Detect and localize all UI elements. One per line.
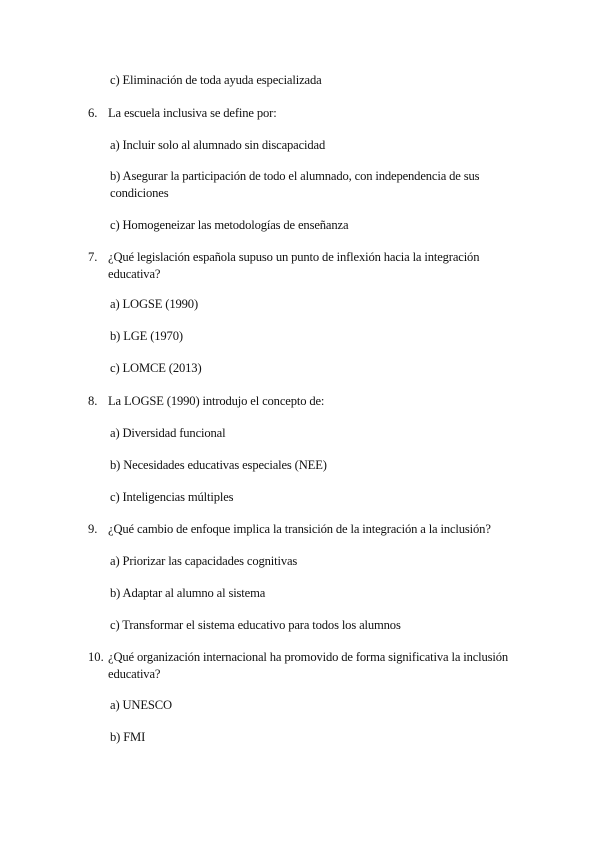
question-9-number: 9.: [88, 522, 98, 536]
question-9-option-a: a) Priorizar las capacidades cognitivas: [110, 554, 298, 568]
question-6-option-b: b) Asegurar la participación de todo el alumnado, con independencia de sus condiciones: [110, 169, 480, 200]
question-8-option-c: c) Inteligencias múltiples: [110, 490, 234, 504]
question-7-text: ¿Qué legislación española supuso un punto de inflexión hacia la integración educativa?: [108, 250, 480, 281]
question-8-text: La LOGSE (1990) introdujo el concepto de:: [108, 394, 325, 408]
question-7-option-c: c) LOMCE (2013): [110, 361, 202, 375]
question-7-option-b: b) LGE (1970): [110, 329, 183, 343]
question-8-option-b: b) Necesidades educativas especiales (NEE): [110, 458, 327, 472]
question-7-number: 7.: [88, 250, 98, 264]
question-9-option-c: c) Transformar el sistema educativo para todos los alumnos: [110, 618, 401, 632]
question-6-option-c: c) Homogeneizar las metodologías de enseñanza: [110, 218, 349, 232]
option-prev-c: c) Eliminación de toda ayuda especializada: [110, 73, 322, 87]
question-6-number: 6.: [88, 106, 98, 120]
question-9-option-b: b) Adaptar al alumno al sistema: [110, 586, 266, 600]
question-10-option-a: a) UNESCO: [110, 698, 172, 712]
question-9-text: ¿Qué cambio de enfoque implica la transición de la integración a la inclusión?: [108, 522, 491, 536]
question-8-number: 8.: [88, 394, 98, 408]
question-8-option-a: a) Diversidad funcional: [110, 426, 226, 440]
question-10-text: ¿Qué organización internacional ha promovido de forma significativa la inclusión educativa?: [108, 650, 509, 681]
question-10-option-b: b) FMI: [110, 730, 146, 744]
question-10-number: 10.: [88, 650, 104, 664]
question-6-text: La escuela inclusiva se define por:: [108, 106, 277, 120]
question-6-option-a: a) Incluir solo al alumnado sin discapacidad: [110, 138, 326, 152]
question-7-option-a: a) LOGSE (1990): [110, 297, 198, 311]
